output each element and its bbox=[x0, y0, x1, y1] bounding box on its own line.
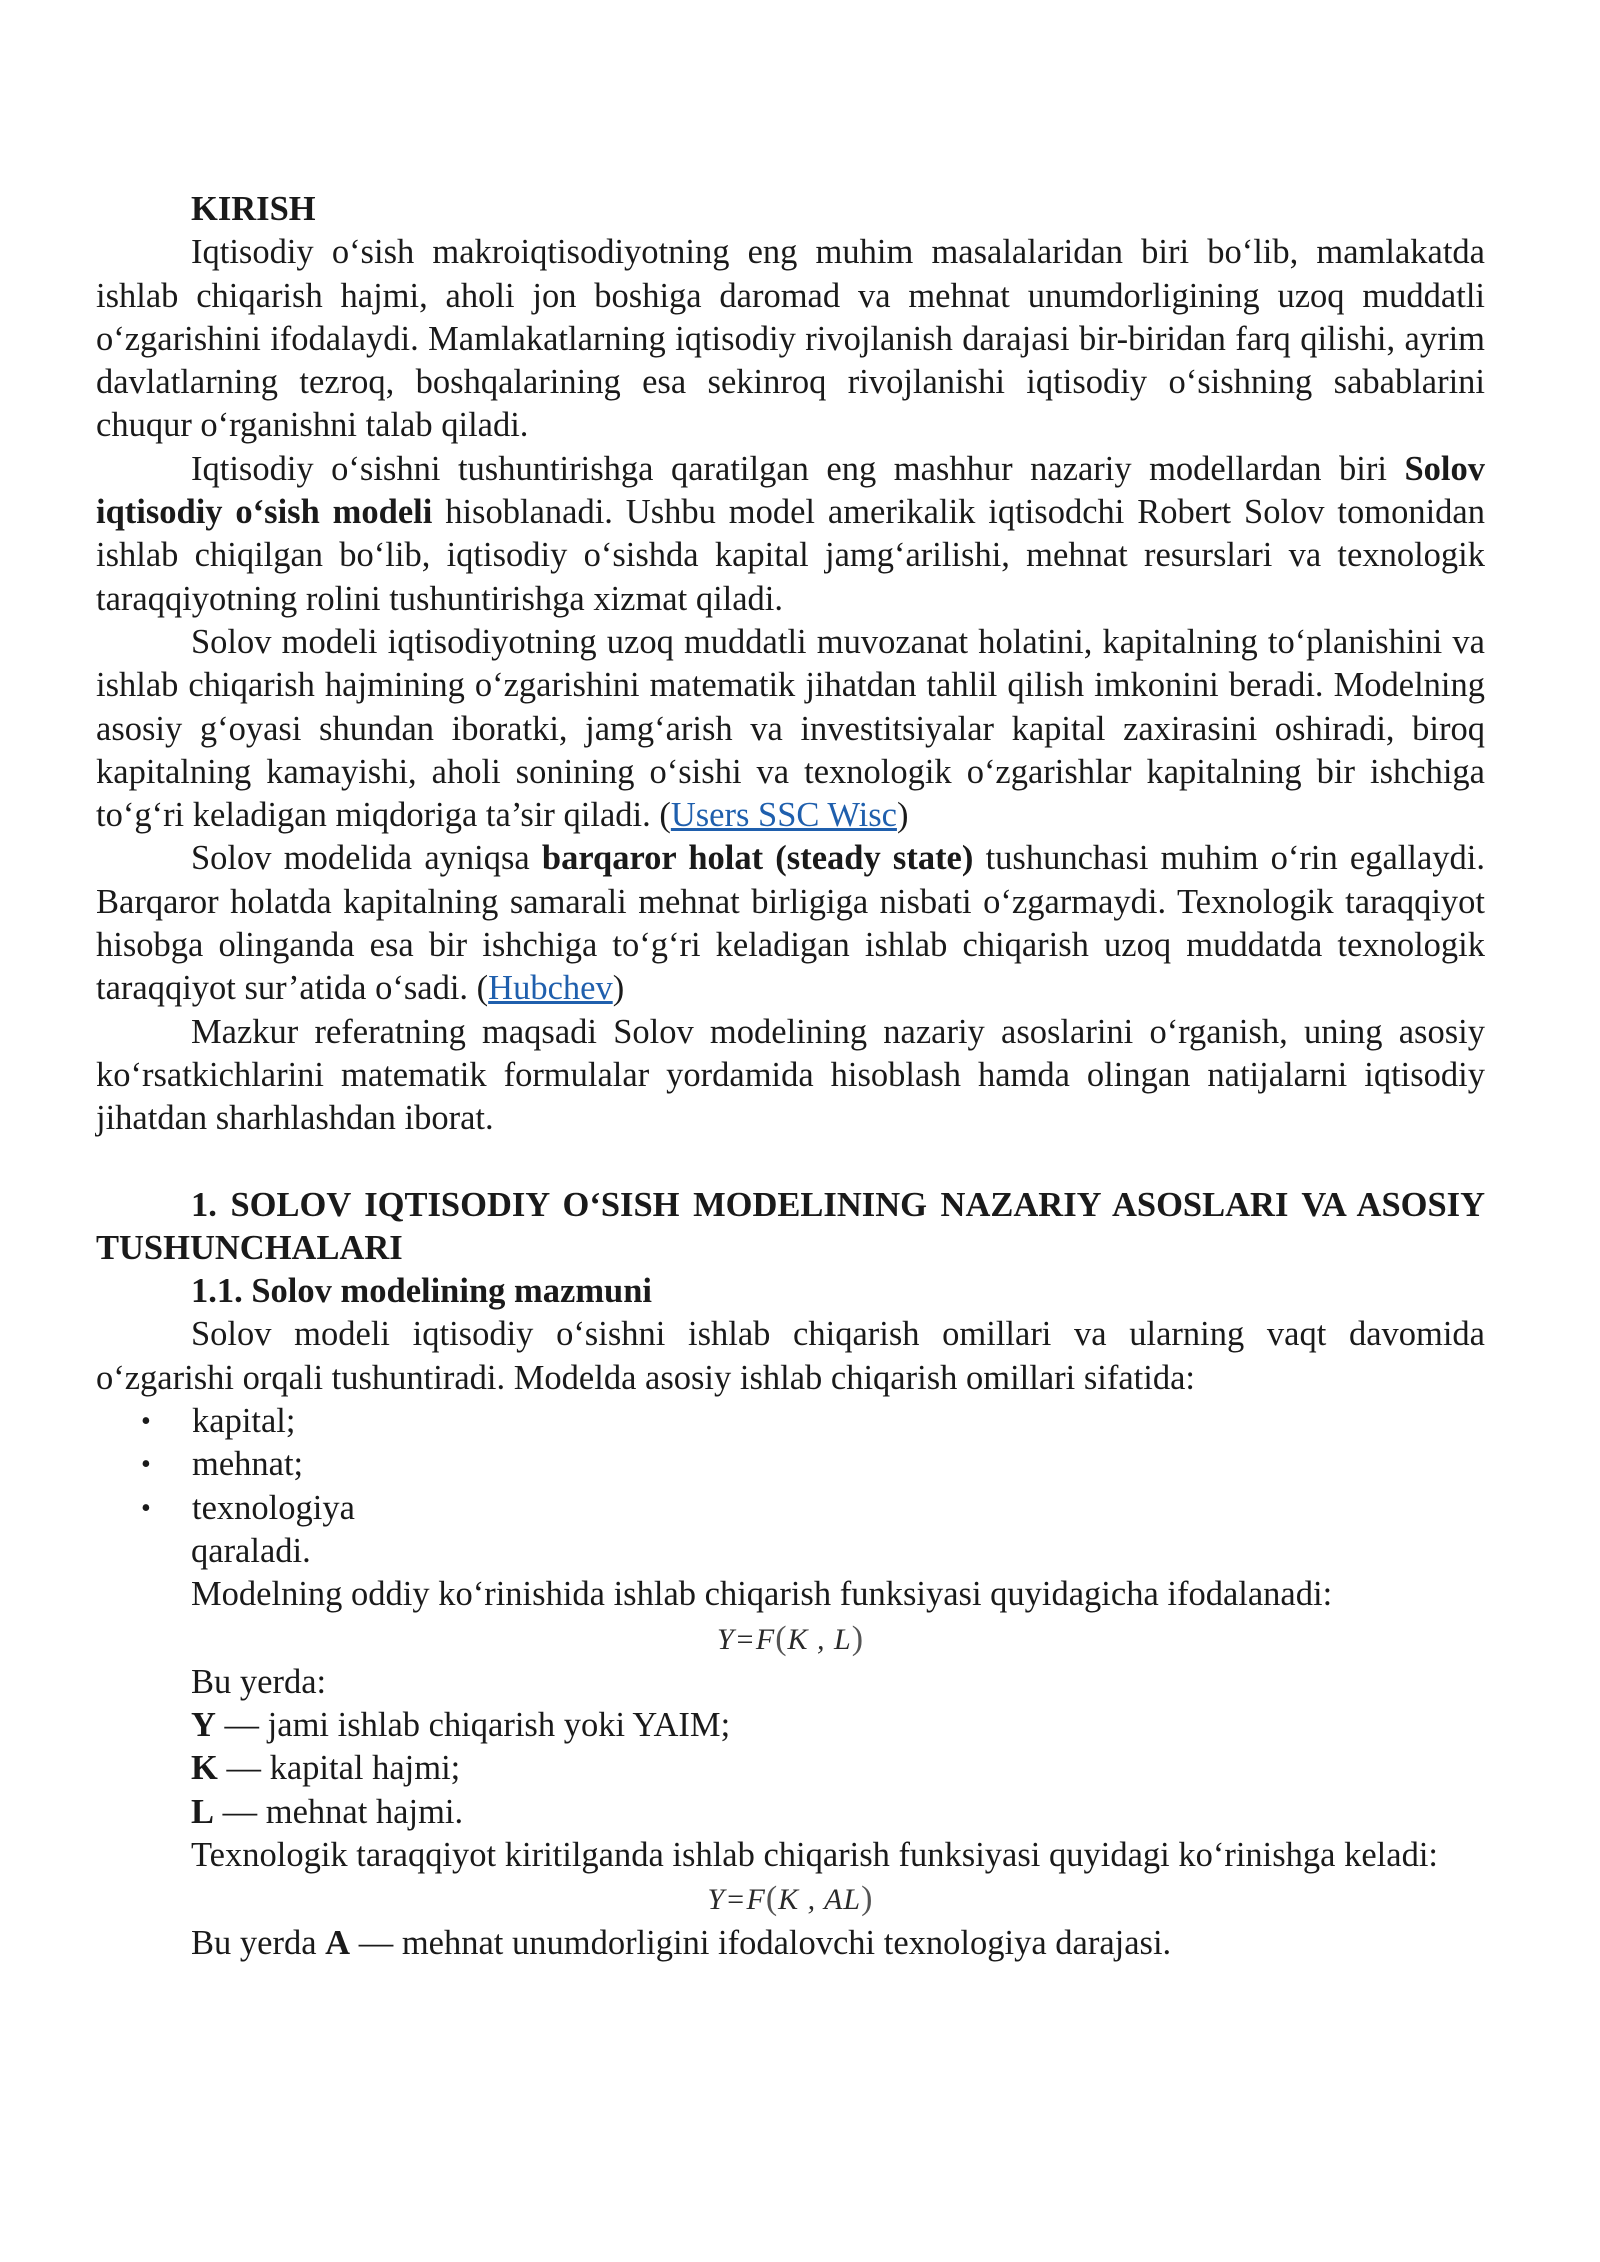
formula-right-paren: ) bbox=[861, 1880, 874, 1918]
definition-symbol: A bbox=[325, 1923, 351, 1962]
formula-lhs: Y bbox=[716, 1622, 735, 1656]
section-paragraph-2: Modelning oddiy ko‘rinishida ishlab chiqarish funksiyasi quyidagicha ifodalanadi: bbox=[191, 1575, 1333, 1614]
formula-equals: = bbox=[734, 1622, 756, 1656]
list-item-text: texnologiya bbox=[192, 1488, 355, 1527]
paragraph-text: hisoblanadi. Ushbu model amerikalik iqtisodchi Robert Solov tomonidan ishlab chiqilgan bo‘lib, iqtisodiy o‘sishda kapital jamg‘arilishi, mehnat resurslari va texnologik taraqqiyotning rolini tushuntirishga xizmat qiladi. bbox=[96, 493, 1485, 618]
paragraph-text: ) bbox=[612, 969, 625, 1008]
paragraph-text: Solov modeli iqtisodiyotning uzoq muddatli muvozanat holatini, kapitalning to‘planishini va ishlab chiqarish hajmining o‘zgarishini matematik jihatdan tahlil qilish imkonini beradi. Modelning asosiy g‘oyasi shundan iboratki, jamg‘arish va investitsiyalar kapital zaxirasini oshiradi, biroq kapitalning kamayishi, aholi sonining o‘sishi va texnologik o‘zgarishlar kapitalning bir ishchiga to‘g‘ri keladigan miqdoriga ta’sir qiladi. ( bbox=[96, 622, 1485, 835]
paragraph-text: ) bbox=[896, 796, 909, 835]
formula-args: K , L bbox=[787, 1622, 852, 1656]
intro-paragraph-5: Mazkur referatning maqsadi Solov modelining nazariy asoslarini o‘rganish, uning asosiy ko‘rsatkichlarini matematik formulalar yordamida hisoblash hamda olingan natijalarni iqtisodiy jihatdan sharhlashdan iborat. bbox=[96, 1012, 1485, 1138]
definition-text: — kapital hajmi; bbox=[217, 1749, 461, 1788]
paragraph-text: Iqtisodiy o‘sishni tushuntirishga qaratilgan eng mashhur nazariy modellardan biri bbox=[191, 449, 1405, 488]
definition-a bbox=[96, 1922, 1485, 1965]
definition-symbol: Y bbox=[191, 1706, 216, 1745]
list-item-text: mehnat; bbox=[192, 1445, 304, 1484]
definition-text: — mehnat unumdorligini ifodalovchi texnologiya darajasi. bbox=[350, 1923, 1172, 1962]
citation-link-users-ssc-wisc[interactable]: Users SSC Wisc bbox=[670, 796, 897, 835]
definition-l bbox=[96, 1791, 1485, 1834]
definition-text: — mehnat hajmi. bbox=[214, 1792, 464, 1831]
definition-k bbox=[96, 1747, 1485, 1790]
after-list-text: qaraladi. bbox=[191, 1531, 311, 1570]
definition-text: Bu yerda bbox=[191, 1923, 326, 1962]
list-item bbox=[96, 1443, 1485, 1486]
intro-paragraph-4 bbox=[96, 837, 1485, 1010]
intro-paragraph-1: Iqtisodiy o‘sish makroiqtisodiyotning eng muhim masalalaridan biri bo‘lib, mamlakatda ishlab chiqarish hajmi, aholi jon boshiga daromad va mehnat unumdorligining uzoq muddatli o‘zgarishini ifodalaydi. Mamlakatlarning iqtisodiy rivojlanish darajasi bir-biridan farq qilishi, ayrim davlatlarning tezroq, boshqalarining esa sekinroq rivojlanishi iqtisodiy o‘sishning sabablarini chuqur o‘rganishni talab qiladi. bbox=[96, 233, 1485, 445]
document-page bbox=[96, 188, 1485, 1965]
definition-y bbox=[96, 1704, 1485, 1747]
bullet-icon: • bbox=[141, 1492, 151, 1524]
definition-symbol: L bbox=[191, 1792, 215, 1831]
formula-equals: = bbox=[725, 1883, 747, 1917]
formula-args: K , AL bbox=[778, 1883, 862, 1917]
production-function-tech-formula bbox=[96, 1877, 1485, 1921]
section-title: 1. SOLOV IQTISODIY O‘SISH MODELINING NAZARIY ASOSLARI VA ASOSIY TUSHUNCHALARI bbox=[96, 1185, 1485, 1267]
list-item bbox=[96, 1487, 1485, 1530]
bullet-icon: • bbox=[141, 1406, 151, 1438]
list-item bbox=[96, 1400, 1485, 1443]
formula-function: F bbox=[746, 1883, 766, 1917]
steady-state-bold: barqaror holat (steady state) bbox=[541, 839, 974, 878]
formula-lhs: Y bbox=[707, 1883, 726, 1917]
formula-function: F bbox=[755, 1622, 776, 1656]
list-item-text: kapital; bbox=[192, 1402, 296, 1441]
model-name-bold: Solov iqtisodiy o‘sish modeli bbox=[96, 449, 1485, 532]
section-paragraph-3: Texnologik taraqqiyot kiritilganda ishlab chiqarish funksiyasi quyidagi ko‘rinishga keladi: bbox=[191, 1835, 1439, 1874]
citation-link-hubchev[interactable]: Hubchev bbox=[488, 969, 613, 1008]
intro-paragraph-3 bbox=[96, 621, 1485, 837]
subsection-title: 1.1. Solov modelining mazmuni bbox=[191, 1272, 653, 1311]
formula-left-paren: ( bbox=[775, 1619, 788, 1657]
factors-list bbox=[96, 1400, 1485, 1530]
bullet-icon: • bbox=[141, 1449, 151, 1481]
intro-paragraph-2 bbox=[96, 448, 1485, 621]
section-paragraph-1: Solov modeli iqtisodiy o‘sishni ishlab chiqarish omillari va ularning vaqt davomida o‘zgarishi orqali tushuntiradi. Modelda asosiy ishlab chiqarish omillari sifatida: bbox=[96, 1315, 1485, 1397]
formula-right-paren: ) bbox=[851, 1619, 865, 1657]
where-label: Bu yerda: bbox=[191, 1662, 327, 1701]
paragraph-text: tushunchasi muhim o‘rin egallaydi. Barqaror holatda kapitalning samarali mehnat birligiga nisbati o‘zgarmaydi. Texnologik taraqqiyot hisobga olinganda esa bir ishchiga to‘g‘ri keladigan ishlab chiqarish uzoq muddatda texnologik taraqqiyot sur’atida o‘sadi. ( bbox=[96, 839, 1485, 1008]
formula-left-paren: ( bbox=[765, 1880, 779, 1918]
paragraph-text: Solov modelida ayniqsa bbox=[191, 839, 542, 878]
production-function-formula bbox=[96, 1617, 1485, 1661]
definition-text: — jami ishlab chiqarish yoki YAIM; bbox=[215, 1706, 731, 1745]
definition-symbol: K bbox=[191, 1749, 218, 1788]
intro-heading: KIRISH bbox=[191, 190, 316, 228]
